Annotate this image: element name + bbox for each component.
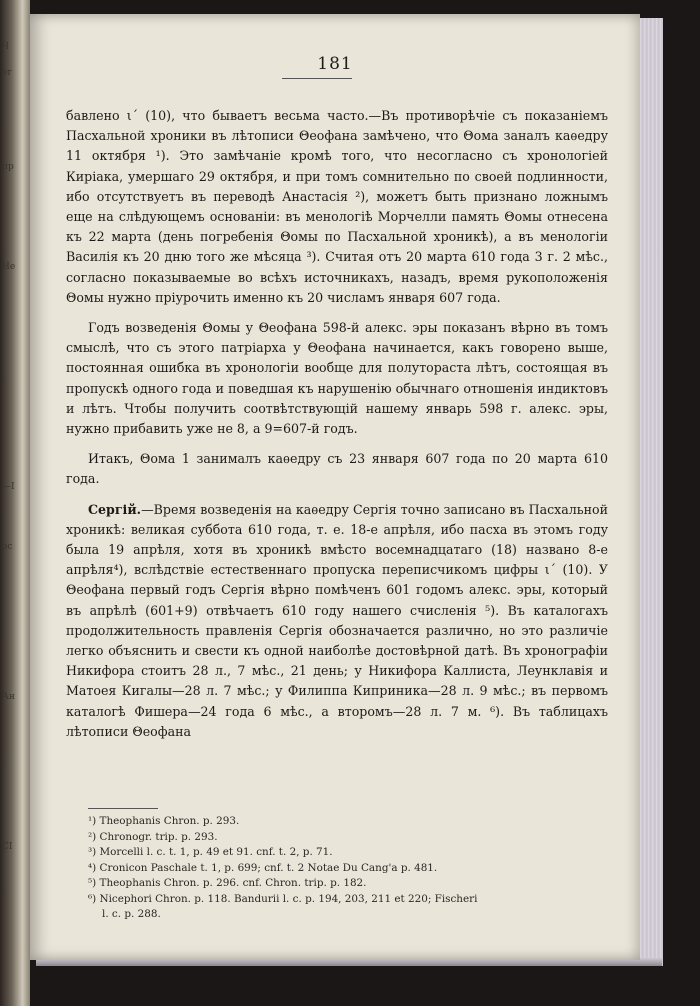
footnote-3: ³) Morcelli l. c. t. 1, p. 49 et 91. cnf. t. 2, p. 71. <box>88 846 333 858</box>
footnote-4: ⁴) Cronicon Paschale t. 1, p. 699; cnf. t. 2 Notae Du Cang'a p. 481. <box>88 861 438 874</box>
paragraph-2: Годъ возведенія Θомы у Θеофана 598-й алекс. эры показанъ вѣрно въ томъ смыслѣ, что съ этого патріарха у Θеофана начинается, какъ говорено выше, постоянная ошибка въ хронологіи вообще для полутораста лѣтъ, состоящая въ пропускѣ одного года и поведшая къ нарушенію обычнаго отношенія индиктовъ и лѣтъ. Чтобы получить соотвѣтствующій нашему январь 598 г. алекс. эры, нужно прибавить уже не 8, а 9=607-й годъ. <box>66 320 608 437</box>
footnote-6: ⁶) Nicephori Chron. p. 118. Bandurii l. c. p. 194, 203, 211 et 220; Fischeri <box>88 892 478 905</box>
paragraph-4 <box>66 500 608 742</box>
footnote-2: ²) Chronogr. trip. p. 293. <box>88 830 218 843</box>
footnote-rule <box>88 808 158 809</box>
body-text <box>66 106 608 752</box>
paragraph-3: Итакъ, Θома 1 занималъ каѳедру съ 23 января 607 года по 20 марта 610 года. <box>66 451 608 487</box>
book-page <box>30 14 640 960</box>
adjacent-page-edge: Ч ег пр Не —І ос Ан СІ <box>0 0 30 1006</box>
footnotes <box>88 814 608 923</box>
paragraph-4-lead: Сергій. <box>88 501 142 517</box>
footnote-1: ¹) Theophanis Chron. p. 293. <box>88 815 240 827</box>
paragraph-4-text: —Время возведенія на каѳедру Сергія точно записано въ Пасхальной хроникѣ: великая суббота 610 года, т. е. 18-е апрѣля, ибо пасха въ этомъ году была 19 апрѣля, хотя въ хроникѣ вмѣсто восемнадцатаго (18) названо 8-е апрѣля⁴), вслѣдствіе естественнаго пропуска переписчикомъ цифры ι´ (10). У Θеофана первый годъ Сергія вѣрно помѣченъ 601 годомъ алекс. эры, который въ апрѣлѣ (601+9) отвѣчаетъ 610 году нашего счисленія ⁵). Въ каталогахъ продолжительность правленія Сергія обозначается различно, но это различіе легко объяснить и свести къ одной наиболѣе достовѣрной датѣ. Въ хронографіи Никифора стоитъ 28 л., 7 мѣс., 21 день; у Никифора Каллиста, Леунклавія и Матоея Кигалы—28 л. 7 мѣс.; у Филиппа Киприника—28 л. 9 мѣс.; въ первомъ каталогѣ Фишера—24 года 6 мѣс., а второмъ—28 л. 7 м. ⁶). Въ таблицахъ лѣтописи Θеофана <box>66 501 608 739</box>
page-number: 181 <box>317 54 353 74</box>
page-stack-edge <box>636 18 663 966</box>
page-number-rule <box>282 78 352 79</box>
footnote-5: ⁵) Theophanis Chron. p. 296. cnf. Chron. trip. p. 182. <box>88 877 367 889</box>
footnote-6-continued: l. c. p. 288. <box>102 908 161 920</box>
paragraph-1: бавлено ι´ (10), что бываетъ весьма часто.—Въ противорѣчіе съ показаніемъ Пасхальной хроники въ лѣтописи Θеофана замѣчено, что Θома заналъ каѳедру 11 октября ¹). Это замѣчаніе кромѣ того, что несогласно съ хронологіей Киріака, умершаго 29 октября, и при томъ сомнительно по своей подлинности, ибо отсутствуетъ въ переводѣ Анастасія ²), можетъ быть признано ложнымъ еще на слѣдующемъ основаніи: въ менологіѣ Морчелли память Θомы отнесена къ 22 марта (день погребенія Θомы по Пасхальной хроникѣ), а въ менологіи Василія къ 20 дню того же мѣсяца ³). Считая отъ 20 марта 610 года 3 г. 2 мѣс., согласно показываемые во всѣхъ источникахъ, назадъ, время рукоположенія Θомы нужно пріурочить именно къ 20 числамъ января 607 года. <box>66 108 608 305</box>
